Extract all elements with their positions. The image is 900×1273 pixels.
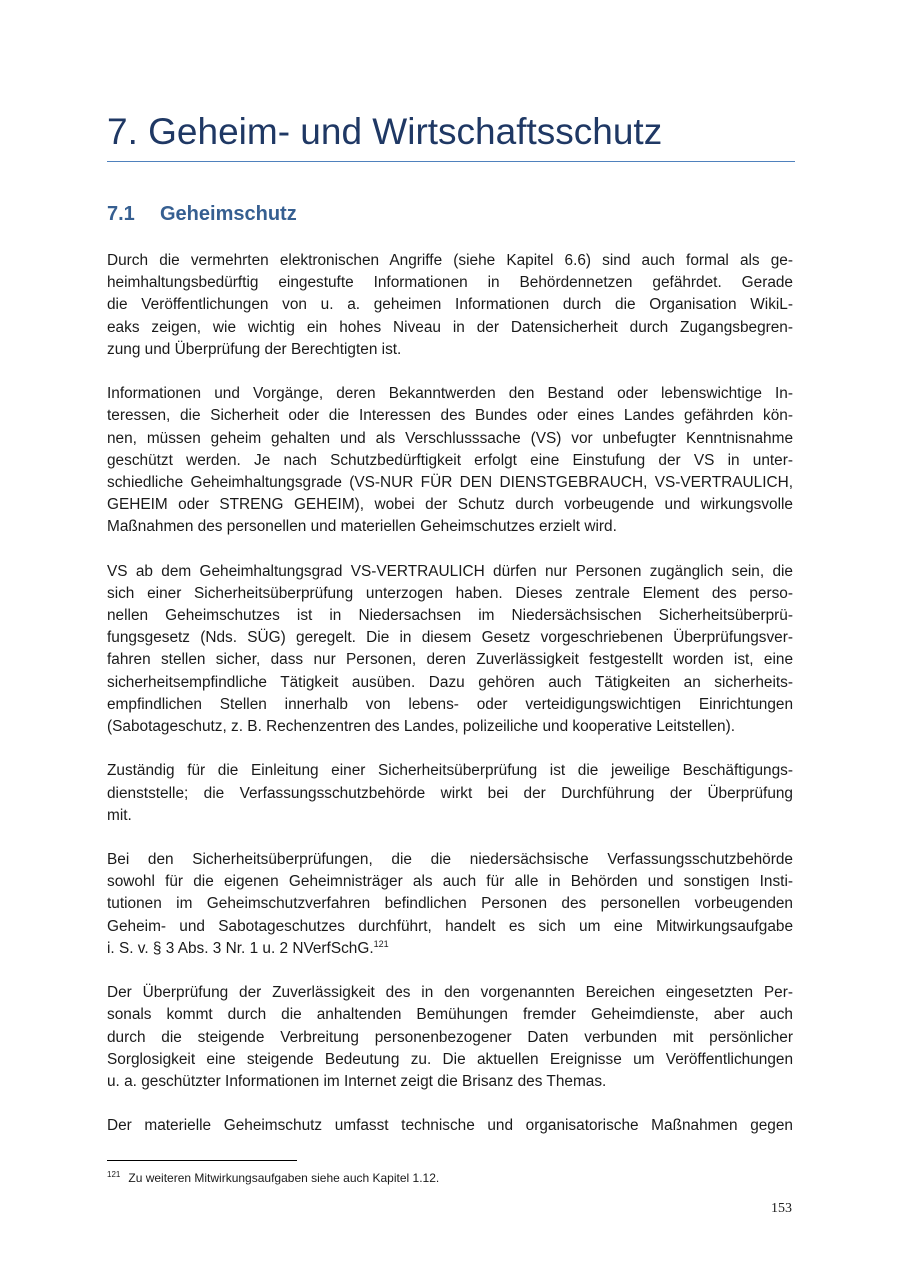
paragraph-line: GEHEIM oder STRENG GEHEIM), wobei der Schutz durch vorbeugende und wirkungsvolle (107, 496, 793, 514)
paragraph-line: tutionen im Geheimschutzverfahren befindlichen Personen des personellen vorbeugenden (107, 895, 793, 913)
paragraph-line: u. a. geschützter Informationen im Internet zeigt die Brisanz des Themas. (107, 1072, 607, 1090)
section-heading (107, 199, 297, 229)
chapter-title: 7. Geheim- und Wirtschaftsschutz (107, 111, 663, 152)
paragraph-line: (Sabotageschutz, z. B. Rechenzentren des Landes, polizeiliche und kooperative Leitstellen). (107, 717, 735, 735)
paragraph-line: Sorglosigkeit eine steigende Bedeutung zu. Die aktuellen Ereignisse um Veröffentlichungen (107, 1050, 793, 1068)
paragraph-line: Zuständig für die Einleitung einer Sicherheitsüberprüfung ist die jeweilige Beschäftigungs- (107, 762, 793, 780)
paragraph (107, 250, 793, 361)
paragraph-line: heimhaltungsbedürftig eingestufte Informationen in Behördennetzen gefährdet. Gerade (107, 274, 793, 292)
body-text (107, 250, 793, 1160)
paragraph-line: teressen, die Sicherheit oder die Interessen des Bundes oder eines Landes gefährden kön- (107, 407, 793, 425)
paragraph-line: nen, müssen geheim gehalten und als Verschlusssache (VS) vor unbefugter Kenntnisnahme (107, 429, 793, 447)
paragraph-line: Bei den Sicherheitsüberprüfungen, die die niedersächsische Verfassungsschutzbehörde (107, 851, 793, 869)
paragraph (107, 383, 793, 538)
footnote-text: Zu weiteren Mitwirkungsaufgaben siehe auch Kapitel 1.12. (128, 1171, 440, 1185)
paragraph-line: Informationen und Vorgänge, deren Bekanntwerden den Bestand oder lebenswichtige In- (107, 385, 793, 403)
paragraph-line: dienststelle; die Verfassungsschutzbehörde wirkt bei der Durchführung der Überprüfung (107, 784, 793, 802)
footnote (107, 1167, 439, 1186)
paragraph-line: Maßnahmen des personellen und materiellen Geheimschutzes erzielt wird. (107, 518, 617, 536)
paragraph (107, 760, 793, 827)
paragraph-line: sonals kommt durch die anhaltenden Bemühungen fremder Geheimdienste, aber auch (107, 1006, 793, 1024)
paragraph-line: sowohl für die eigenen Geheimnisträger als auch für alle in Behörden und sonstigen Insti- (107, 873, 793, 891)
footnote-reference[interactable]: 121 (373, 938, 389, 949)
page-number: 153 (771, 1201, 792, 1216)
paragraph-line: schiedliche Geheimhaltungsgrade (VS-NUR FÜR DEN DIENSTGEBRAUCH, VS-VERTRAULICH, (107, 473, 793, 491)
paragraph (107, 1115, 793, 1137)
section-number: 7.1 (107, 203, 135, 225)
footnote-rule (107, 1160, 297, 1161)
paragraph-line: eaks zeigen, wie wichtig ein hohes Niveau in der Datensicherheit durch Zugangsbegren- (107, 318, 793, 336)
paragraph-line: durch die steigende Verbreitung personenbezogener Daten verbunden mit persönlicher (107, 1028, 793, 1046)
paragraph-line: Der Überprüfung der Zuverlässigkeit des in den vorgenannten Bereichen eingesetzten Per- (107, 984, 793, 1002)
paragraph-line: empfindlichen Stellen innerhalb von lebens- oder verteidigungswichtigen Einrichtungen (107, 695, 793, 713)
paragraph-line: i. S. v. § 3 Abs. 3 Nr. 1 u. 2 NVerfSchG.$^{121}$ (107, 938, 389, 957)
paragraph-line: sicherheitsempfindliche Tätigkeit ausüben. Dazu gehören auch Tätigkeiten an sicherheits- (107, 673, 793, 691)
paragraph-line: sich einer Sicherheitsüberprüfung unterzogen haben. Dieses zentrale Element des perso- (107, 584, 793, 602)
paragraph (107, 849, 793, 960)
title-rule (107, 161, 795, 162)
paragraph-line: geschützt werden. Je nach Schutzbedürftigkeit erfolgt eine Einstufung der VS in unter- (107, 451, 793, 469)
paragraph-line: Durch die vermehrten elektronischen Angriffe (siehe Kapitel 6.6) sind auch formal als ge- (107, 252, 793, 269)
section-title: Geheimschutz (160, 203, 297, 225)
paragraph-line: mit. (107, 806, 132, 824)
paragraph (107, 561, 793, 739)
paragraph-line: Geheim- und Sabotageschutzes durchführt, handelt es sich um eine Mitwirkungsaufgabe (107, 917, 793, 935)
footnote-number: 121 (107, 1170, 121, 1179)
paragraph (107, 982, 793, 1093)
paragraph-line: fahren stellen sicher, dass nur Personen, deren Zuverlässigkeit festgestellt worden ist, eine (107, 651, 793, 669)
paragraph-line: nellen Geheimschutzes ist in Niedersachsen im Niedersächsischen Sicherheitsüberprü- (107, 607, 793, 624)
paragraph-line: VS ab dem Geheimhaltungsgrad VS-VERTRAULICH dürfen nur Personen zugänglich sein, die (107, 562, 793, 580)
paragraph-line: zung und Überprüfung der Berechtigten ist. (107, 340, 402, 358)
paragraph-line: Der materielle Geheimschutz umfasst technische und organisatorische Maßnahmen gegen (107, 1117, 793, 1135)
paragraph-line: fungsgesetz (Nds. SÜG) geregelt. Die in diesem Gesetz vorgeschriebenen Überprüfungsver- (107, 629, 793, 647)
paragraph-line: die Veröffentlichungen von u. a. geheimen Informationen durch die Organisation WikiL- (107, 296, 793, 314)
